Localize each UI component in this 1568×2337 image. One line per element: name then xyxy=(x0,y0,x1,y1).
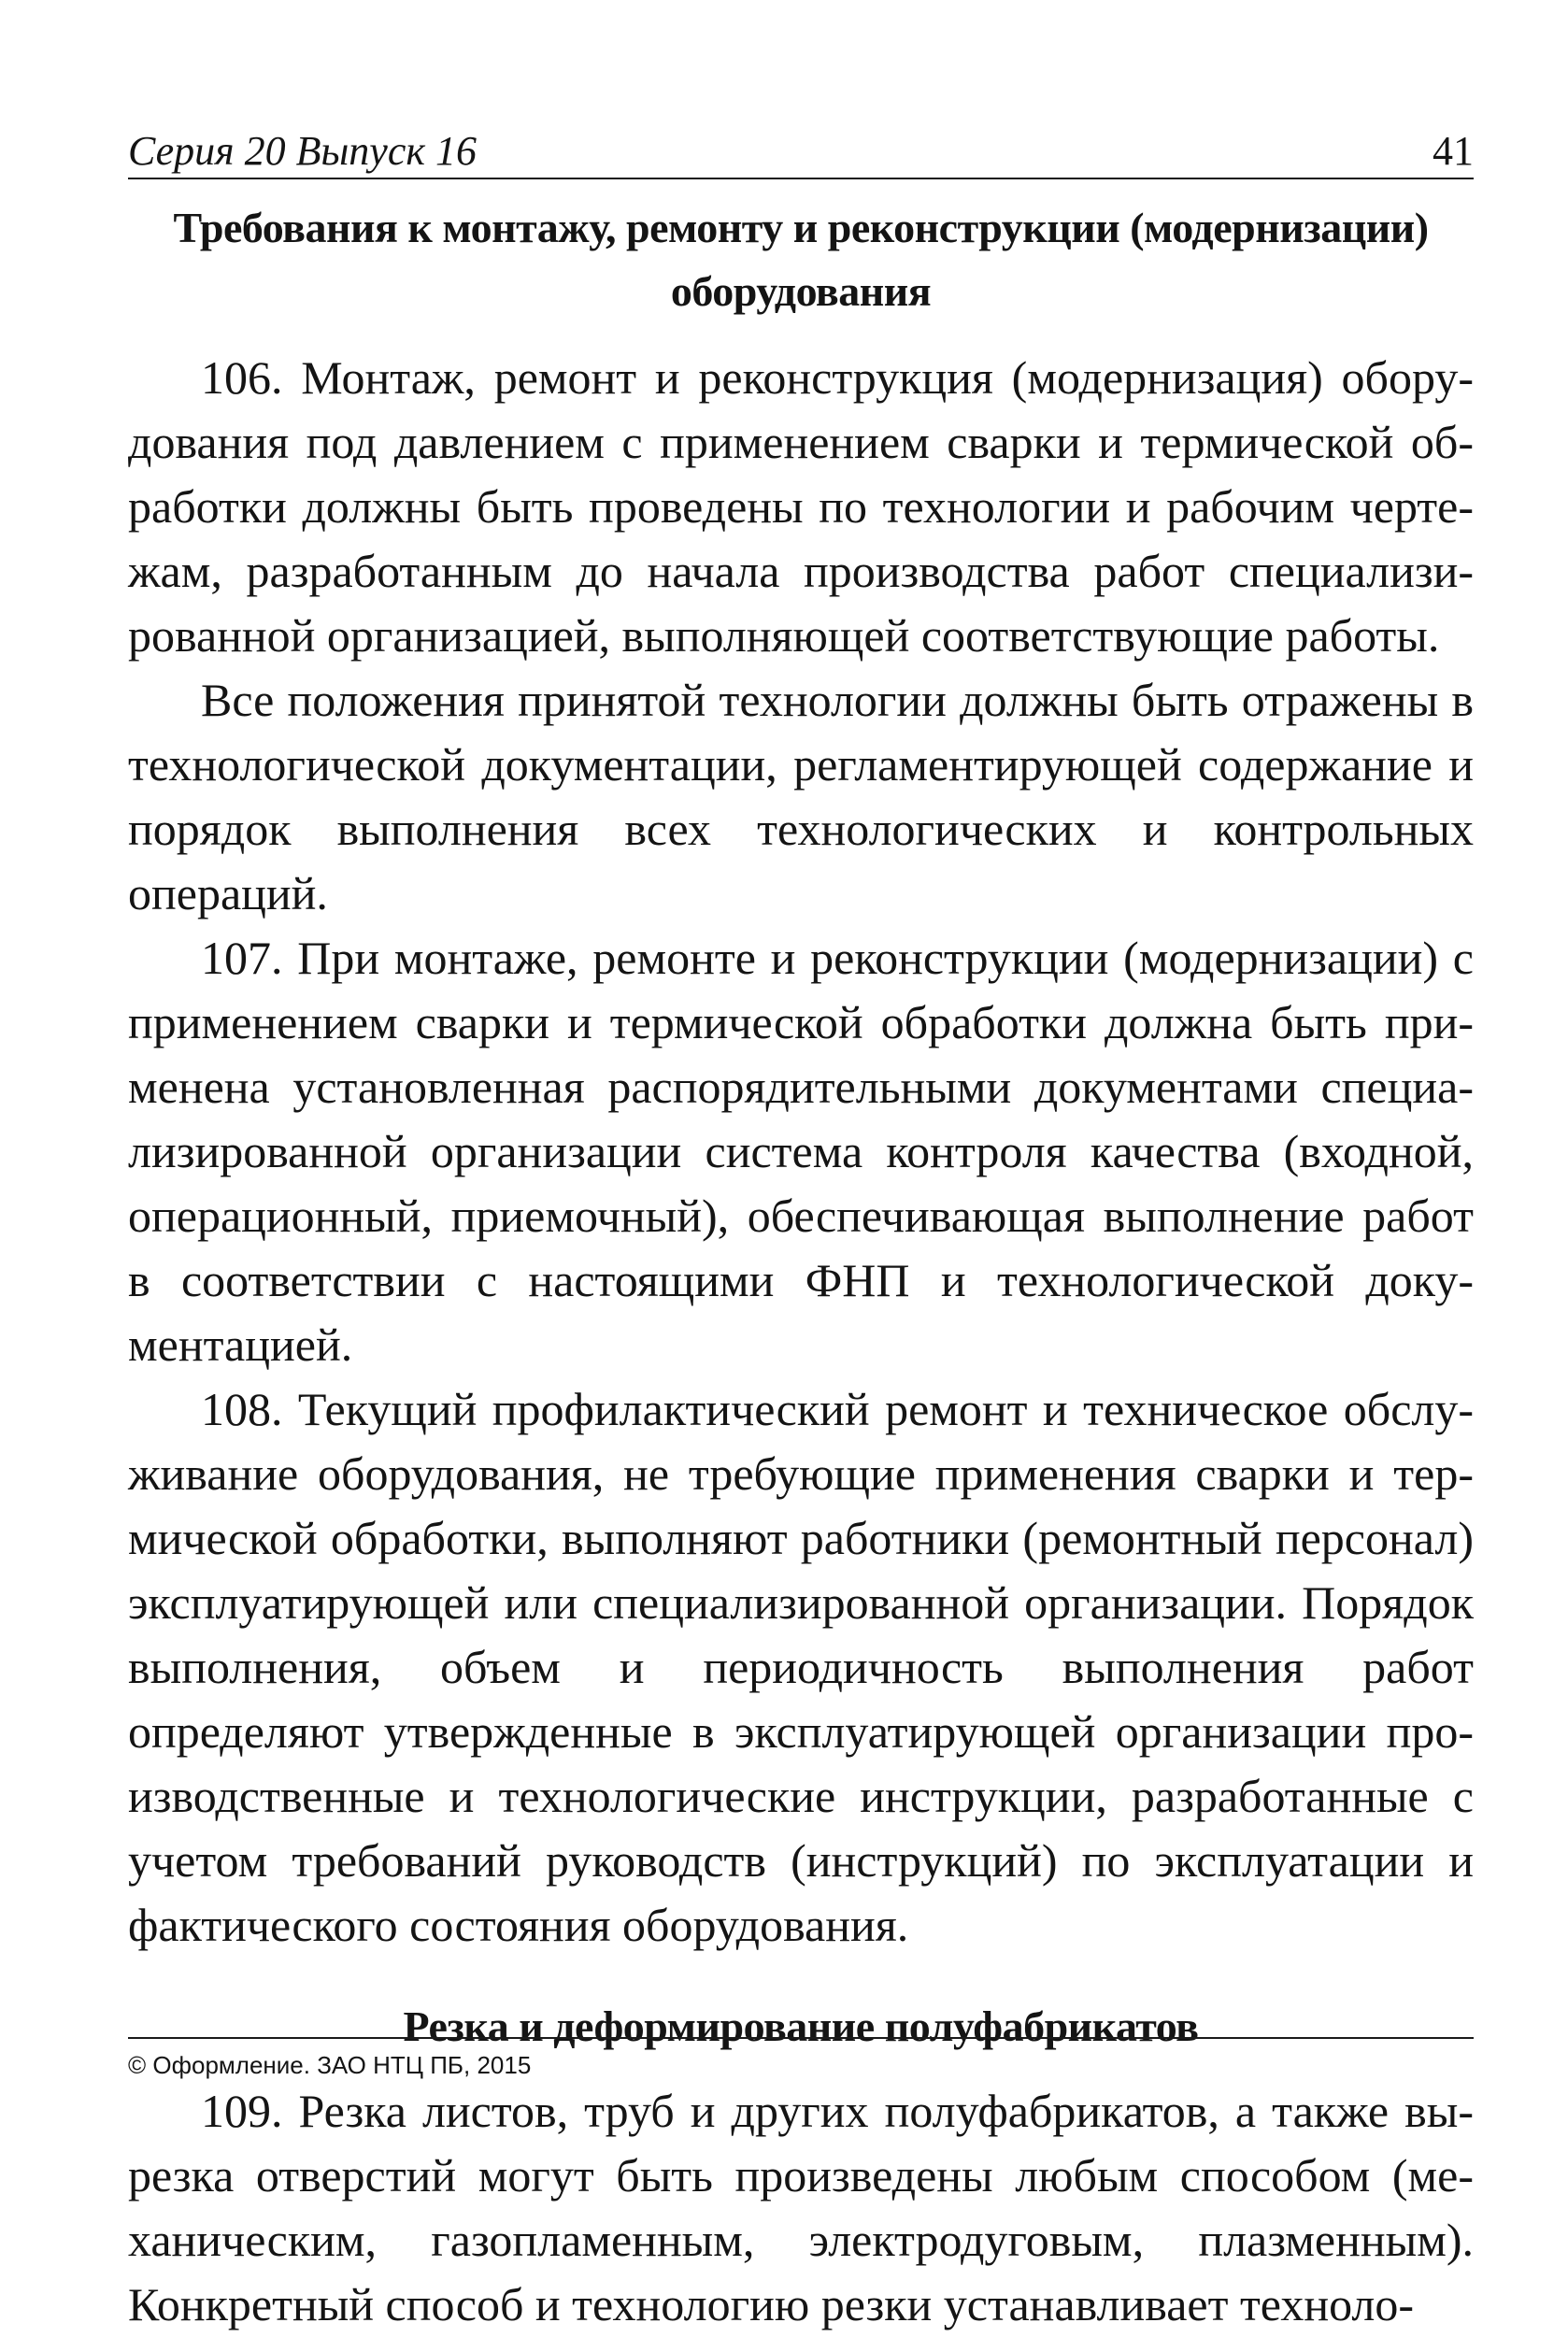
paragraph-109: 109. Резка листов, труб и других полуфабрикатов, а также вырезка отверстий могут быть произведены любым способом (механическим, газопламенным, электродуговым, плазменным). Конкретный способ и технологию резки устанавливает техноло- xyxy=(128,2085,1474,2330)
paragraph-107: 107. При монтаже, ремонте и реконструкции (модернизации) с применением сварки и термической обработки должна быть применена установленная распорядительными документами специализированной организации система контроля качества (входной, операционный, приемочный), обеспечивающая выполнение работ в соответствии с настоящими ФНП и технологической документацией. xyxy=(128,932,1474,1371)
section-heading-line: оборудования xyxy=(670,267,932,315)
section-body-cutting-deformation xyxy=(128,2079,1474,2337)
paragraph-108: 108. Текущий профилактический ремонт и техническое обслуживание оборудования, не требующие применения сварки и термической обработки, выполняют работники (ремонтный персонал) эксплуатирующей или специализированной организации. Порядок выполнения, объем и периодичность выполнения работ определяют утвержденные в эксплуатирующей организации производственные и технологические инструкции, разработанные с учетом требований руководств (инструкций) по эксплуатации и фактического состояния оборудования. xyxy=(128,1383,1474,1951)
section-heading-line: Требования к монтажу, ремонту и реконструкции (модернизации) xyxy=(173,204,1429,251)
series-label: Серия 20 Выпуск 16 xyxy=(128,128,477,174)
section-body-installation-repair xyxy=(128,346,1474,1958)
running-header xyxy=(128,116,1474,179)
section-heading-installation-repair xyxy=(128,196,1474,323)
paragraph-106: 106. Монтаж, ремонт и реконструкция (модернизация) оборудования под давлением с применением сварки и термической обработки должны быть проведены по технологии и рабочим чертежам, разработанным до начала производства работ специализированной организацией, выполняющей соответствующие работы. xyxy=(128,351,1474,662)
page-footer xyxy=(128,2037,1474,2080)
section-heading-line: Резка и деформирование полуфабрикатов xyxy=(403,2002,1199,2050)
page-number: 41 xyxy=(1433,128,1474,174)
copyright-text: © Оформление. ЗАО НТЦ ПБ, 2015 xyxy=(128,2051,532,2079)
document-page xyxy=(128,116,1474,2337)
paragraph-106-continued: Все положения принятой технологии должны быть отражены в технологической документации, регламентирующей содержание и порядок выполнения всех технологических и контрольных операций. xyxy=(128,674,1474,919)
